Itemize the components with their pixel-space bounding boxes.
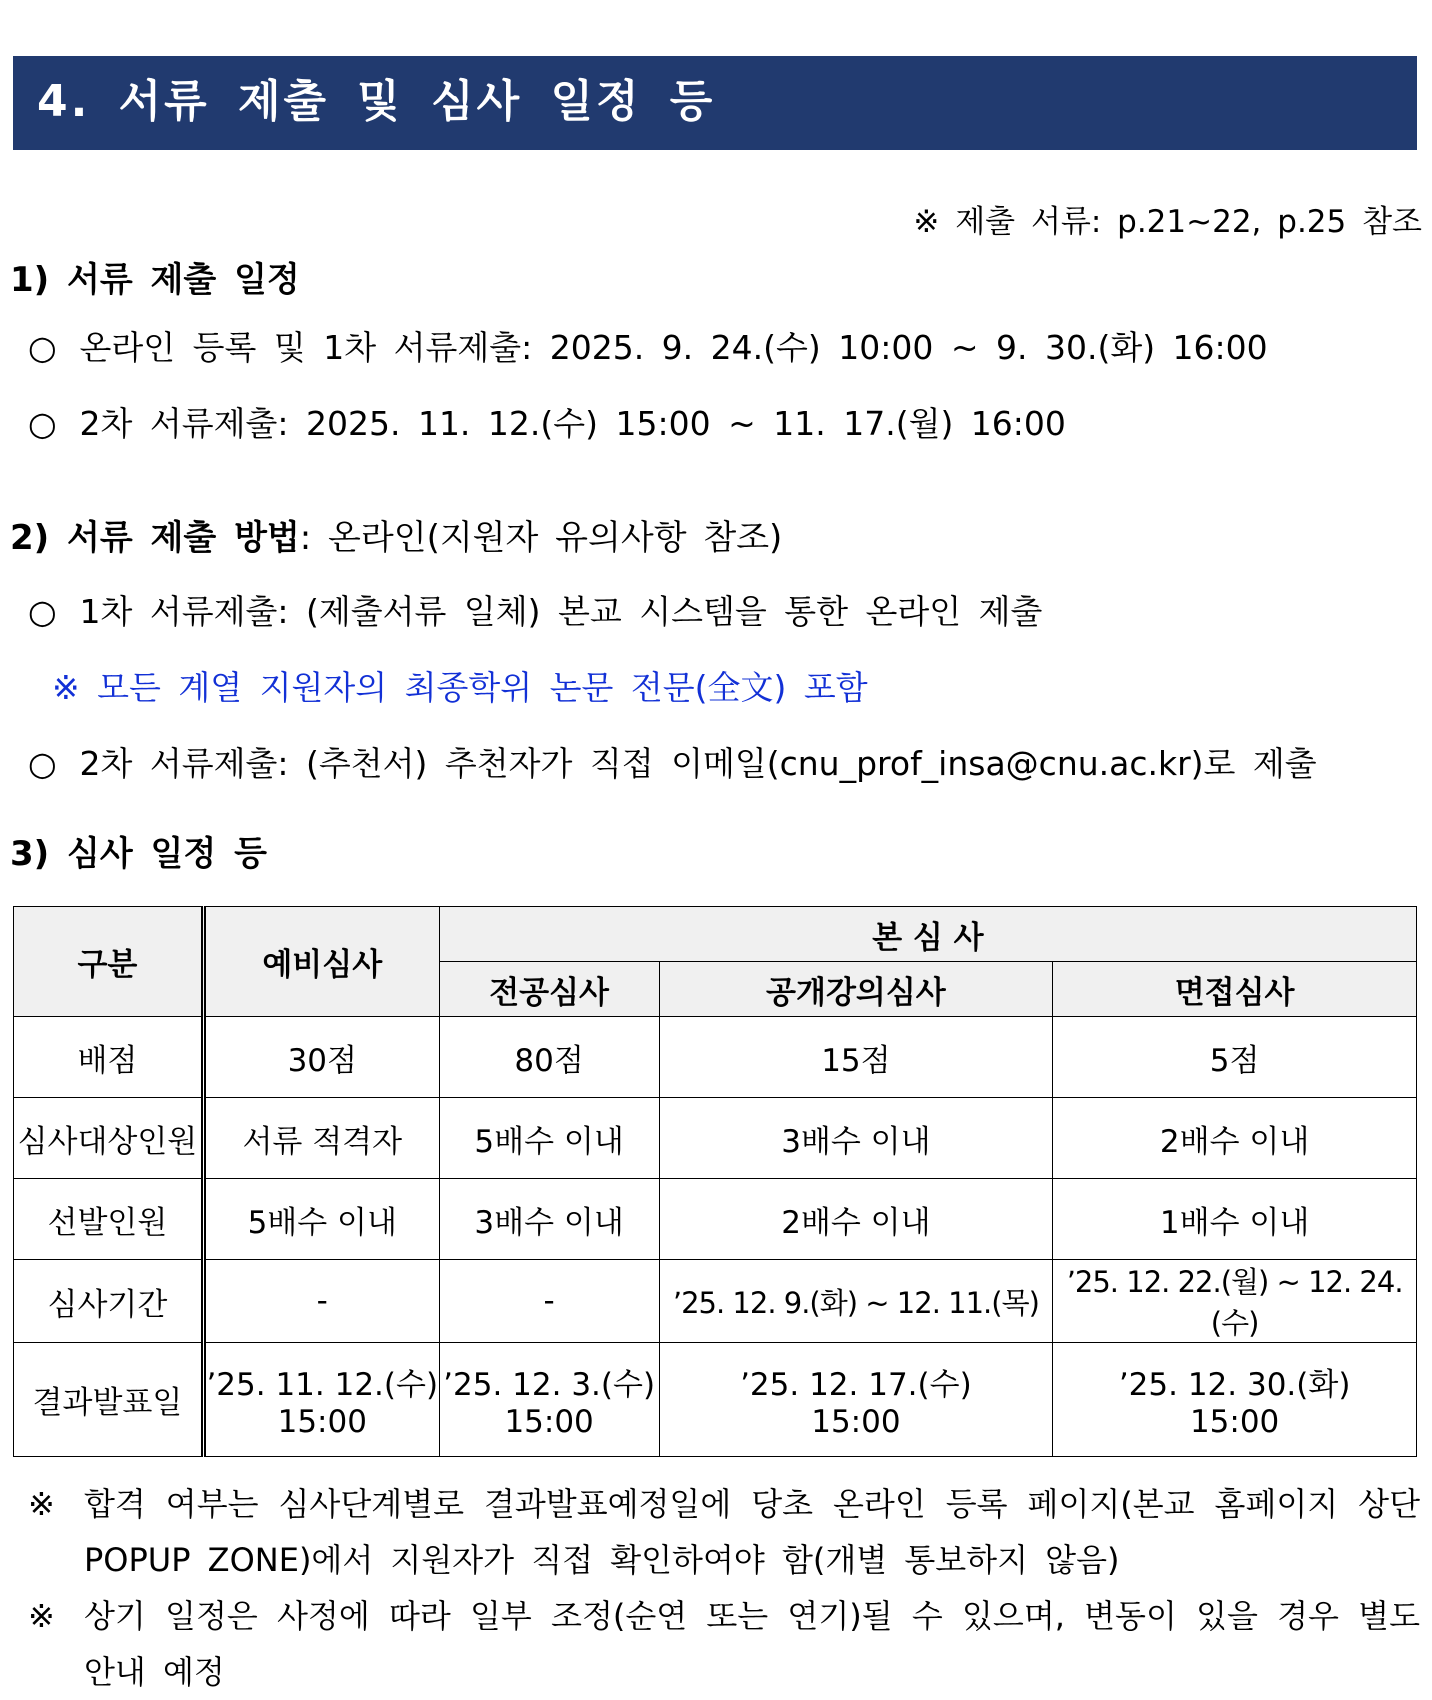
result-date: ’25. 11. 12.(수) — [206, 1367, 439, 1403]
bullet-circle-icon: ○ — [28, 328, 57, 367]
table-row — [14, 1179, 1417, 1260]
table-cell: ’25. 12. 9.(화) ~ 12. 11.(목) — [659, 1260, 1053, 1343]
schedule-table — [13, 906, 1417, 1457]
table-cell: 30점 — [203, 1017, 439, 1098]
table-cell: 서류 적격자 — [203, 1098, 439, 1179]
result-cell — [1053, 1343, 1417, 1457]
result-cell — [439, 1343, 659, 1457]
method-item-text: 2차 서류제출: (추천서) 추천자가 직접 이메일(cnu_prof_insa@cnu.ac.kr)로 제출 — [79, 744, 1317, 783]
table-row — [14, 1343, 1417, 1457]
header-category: 구분 — [14, 907, 204, 1017]
result-time: 15:00 — [277, 1404, 367, 1440]
method-item-text: 1차 서류제출: (제출서류 일체) 본교 시스템을 통한 온라인 제출 — [79, 592, 1043, 631]
table-row — [14, 1098, 1417, 1179]
subsection-1-title: 1) 서류 제출 일정 — [10, 260, 300, 300]
row-label: 결과발표일 — [14, 1343, 204, 1457]
footnote-2 — [28, 1588, 1420, 1700]
footnote-1 — [28, 1476, 1420, 1588]
note-text: 상기 일정은 사정에 따라 일부 조정(순연 또는 연기)될 수 있으며, 변동이 있을 경우 별도 안내 예정 — [84, 1597, 1420, 1691]
note-text: 합격 여부는 심사단계별로 결과발표예정일에 당초 온라인 등록 페이지(본교 홈페이지 상단 POPUP ZONE)에서 지원자가 직접 확인하여야 함(개별 통보하지 않음) — [84, 1485, 1420, 1579]
table-row — [14, 1260, 1417, 1343]
result-cell — [203, 1343, 439, 1457]
table-row — [14, 1017, 1417, 1098]
table-cell: 5배수 이내 — [203, 1179, 439, 1260]
highlight-note: ※ 모든 계열 지원자의 최종학위 논문 전문(全文) 포함 — [52, 668, 868, 707]
table-cell: 5배수 이내 — [439, 1098, 659, 1179]
result-date: ’25. 12. 30.(화) — [1118, 1367, 1351, 1403]
row-label: 선발인원 — [14, 1179, 204, 1260]
table-cell: 15점 — [659, 1017, 1053, 1098]
header-lecture-review: 공개강의심사 — [659, 962, 1053, 1017]
table-cell: 1배수 이내 — [1053, 1179, 1417, 1260]
row-label: 배점 — [14, 1017, 204, 1098]
subsection-2-heading: 2) 서류 제출 방법 — [10, 518, 300, 558]
table-cell: 3배수 이내 — [659, 1098, 1053, 1179]
schedule-item-1 — [28, 322, 1268, 369]
reference-note: ※ 제출 서류: p.21~22, p.25 참조 — [913, 204, 1422, 240]
schedule-item-2 — [28, 398, 1066, 445]
result-date: ’25. 12. 3.(수) — [443, 1367, 656, 1403]
method-item-1 — [28, 586, 1042, 633]
table-cell: - — [439, 1260, 659, 1343]
subsection-3-title: 3) 심사 일정 등 — [10, 834, 267, 874]
header-major-review: 전공심사 — [439, 962, 659, 1017]
bullet-circle-icon: ○ — [28, 744, 57, 783]
table-cell: 2배수 이내 — [659, 1179, 1053, 1260]
header-main-review: 본 심 사 — [439, 907, 1416, 962]
schedule-item-text: 2차 서류제출: 2025. 11. 12.(수) 15:00 ~ 11. 17.(월) 16:00 — [79, 404, 1066, 443]
result-time: 15:00 — [504, 1404, 594, 1440]
table-header-row — [14, 907, 1417, 962]
table-cell: 2배수 이내 — [1053, 1098, 1417, 1179]
table-cell: - — [203, 1260, 439, 1343]
subsection-2-suffix: : 온라인(지원자 유의사항 참조) — [299, 518, 783, 558]
row-label: 심사기간 — [14, 1260, 204, 1343]
table-cell: ’25. 12. 22.(월) ~ 12. 24.(수) — [1053, 1260, 1417, 1343]
result-cell — [659, 1343, 1053, 1457]
table-cell: 3배수 이내 — [439, 1179, 659, 1260]
result-date: ’25. 12. 17.(수) — [740, 1367, 972, 1403]
method-item-2 — [28, 738, 1317, 785]
header-preliminary: 예비심사 — [203, 907, 439, 1017]
schedule-item-text: 온라인 등록 및 1차 서류제출: 2025. 9. 24.(수) 10:00 ~ 9. 30.(화) 16:00 — [79, 328, 1268, 367]
section-banner — [13, 56, 1417, 150]
subsection-2-title — [10, 510, 782, 559]
result-time: 15:00 — [1189, 1404, 1280, 1440]
result-time: 15:00 — [811, 1404, 901, 1440]
row-label: 심사대상인원 — [14, 1098, 204, 1179]
bullet-circle-icon: ○ — [28, 592, 57, 631]
table-cell: 80점 — [439, 1017, 659, 1098]
bullet-circle-icon: ○ — [28, 404, 57, 443]
note-mark: ※ — [28, 1597, 55, 1635]
section-title: 4. 서류 제출 및 심사 일정 등 — [37, 76, 716, 127]
header-interview: 면접심사 — [1053, 962, 1417, 1017]
table-cell: 5점 — [1053, 1017, 1417, 1098]
note-mark: ※ — [28, 1485, 55, 1523]
